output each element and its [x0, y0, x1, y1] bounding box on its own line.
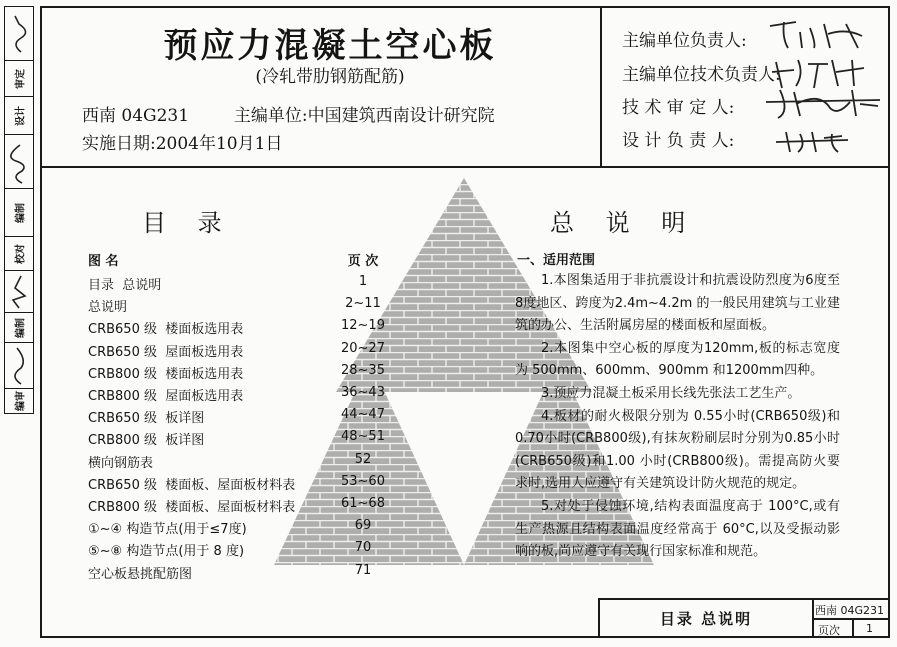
- toc-row: [88, 363, 393, 385]
- footer-page-number: 1: [866, 622, 873, 635]
- toc-row: [88, 474, 393, 496]
- toc-row: [88, 452, 393, 474]
- toc-row: [88, 540, 393, 562]
- footer-page-divider: [852, 618, 854, 638]
- header-divider: [40, 166, 890, 168]
- responsible-row: 主编单位技术负责人:: [622, 65, 781, 85]
- strip-signature-cell: [5, 7, 33, 61]
- atlas-code-line: [82, 101, 495, 126]
- toc-row-title: CRB650 级 板详图: [88, 411, 205, 427]
- toc-row: [88, 318, 393, 340]
- header-column-divider: [600, 6, 602, 166]
- toc-heading: 目 录: [142, 209, 234, 237]
- footer-sheet-title: 目录 总说明: [659, 610, 753, 628]
- strip-signature-cell: [5, 271, 33, 313]
- toc-row-title: 目录 总说明: [88, 278, 162, 293]
- effective-date: 实施日期:2004年10月1日: [82, 134, 283, 154]
- toc-row-title: 空心板悬挑配筋图: [88, 566, 193, 582]
- toc-row-title: 横向钢筋表: [88, 455, 154, 471]
- toc-row-title: CRB650 级 楼面板、屋面板材料表: [88, 477, 296, 493]
- toc-row: [88, 563, 393, 585]
- toc-header-row: [88, 250, 393, 272]
- toc-row-page: 69: [354, 518, 372, 534]
- toc-row: [88, 341, 393, 363]
- general-notes-body: [515, 270, 840, 564]
- toc-row-title: CRB800 级 楼面板、屋面板材料表: [88, 500, 296, 515]
- handwritten-signature: [772, 128, 852, 156]
- strip-cell-design: 设计: [5, 97, 33, 135]
- atlas-code: 西南 04G231: [82, 106, 190, 126]
- footer-divider: [598, 598, 890, 600]
- handwritten-signature: [8, 139, 30, 185]
- toc-row: [88, 496, 393, 518]
- toc-row-page: 61~68: [341, 496, 385, 511]
- toc-row-page: 20~27: [341, 340, 385, 356]
- footer-atlas-label: 西南 04G231: [815, 604, 885, 617]
- toc-row-page: 1: [358, 274, 368, 289]
- toc-row-page: 28~35: [341, 362, 385, 378]
- toc-row: [88, 407, 393, 429]
- toc-row-title: ⑤~⑧ 构造节点(用于 8 度): [88, 544, 245, 560]
- toc-row-page: 36~43: [341, 385, 385, 400]
- toc-row-page: 2~11: [345, 296, 381, 312]
- toc-row-page: 12~19: [341, 318, 385, 334]
- toc-row-page: 44~47: [341, 407, 385, 423]
- editor-unit: 主编单位:中国建筑西南设计研究院: [233, 106, 495, 126]
- toc-row: [88, 429, 393, 451]
- toc-row-title: CRB650 级 屋面板选用表: [88, 344, 244, 360]
- handwritten-signature: [9, 274, 29, 310]
- toc-row-title: CRB800 级 屋面板选用表: [88, 389, 244, 404]
- toc-row: [88, 385, 393, 407]
- notes-heading: 总 说 明: [550, 209, 698, 237]
- strip-cell-check: 校对: [5, 237, 33, 271]
- responsible-row: 技 术 审 定 人:: [622, 98, 735, 118]
- atlas-subtitle: (冷轧带肋钢筋配筋): [255, 67, 405, 87]
- handwritten-signature: [766, 14, 876, 54]
- toc-row: [88, 296, 393, 318]
- strip-cell-compile: 编制: [5, 189, 33, 237]
- note-paragraph: 5.对处于侵蚀环境,结构表面温度高于 100°C,或有生产热源且结构表面温度经常高于 60°C,以及受振动影响的板,尚应遵守有关现行国家标准和规范。: [515, 498, 840, 560]
- atlas-title: 预应力混凝土空心板: [163, 26, 497, 66]
- strip-signature-cell: [5, 135, 33, 189]
- note-paragraph: 1.本图集适用于非抗震设计和抗震设防烈度为6度至8度地区、跨度为2.4m~4.2m 的一般民用建筑与工业建筑的办公、生活附属房屋的楼面板和屋面板。: [515, 273, 840, 334]
- toc-column-page: 页 次: [347, 254, 379, 269]
- toc-row-title: ①~④ 构造节点(用于≤7度): [88, 522, 247, 538]
- toc-row-title: CRB800 级 楼面板选用表: [88, 366, 244, 382]
- note-paragraph: 3.预应力混凝土板采用长线先张法工艺生产。: [541, 385, 801, 401]
- toc-row-title: 总说明: [88, 300, 128, 316]
- footer-row-divider: [812, 618, 890, 620]
- note-paragraph: 2.本图集中空心板的厚度为120mm,板的标志宽度为 500mm、600mm、900mm 和1200mm四种。: [515, 340, 840, 379]
- strip-cell-edit: 编审: [15, 391, 27, 411]
- toc-row-page: 70: [354, 540, 372, 556]
- responsible-row: 主编单位负责人:: [622, 31, 747, 51]
- notes-section-title: 一、适用范围: [517, 253, 596, 268]
- toc-row-page: 48~51: [341, 429, 385, 445]
- side-signature-strip: [4, 6, 34, 414]
- responsible-row: 设 计 负 责 人:: [622, 131, 735, 151]
- toc-row-page: 52: [354, 451, 372, 467]
- toc-row-title: CRB650 级 楼面板选用表: [88, 322, 244, 338]
- toc-column-name: 图 名: [88, 254, 119, 269]
- handwritten-signature: [9, 346, 29, 386]
- strip-cell-compile-2: 编制: [5, 313, 33, 343]
- handwritten-signature: [9, 14, 29, 54]
- footer-page-label: 页次: [818, 624, 840, 637]
- toc-row-title: CRB800 级 板详图: [88, 433, 205, 449]
- toc-row: [88, 274, 393, 296]
- strip-signature-cell: [5, 343, 33, 389]
- toc-row-page: 71: [354, 562, 372, 578]
- toc-row: [88, 518, 393, 540]
- toc-row-page: 53~60: [341, 473, 385, 489]
- handwritten-signature: [760, 82, 885, 122]
- note-paragraph: 4.板材的耐火极限分别为 0.55小时(CRB650级)和0.70小时(CRB800级),有抹灰粉刷层时分别为0.85小时(CRB650级)和1.00 小时(CRB800级)。需提高防火要求时,选用人应遵守有关建筑设计防火规范的规定。: [515, 408, 840, 492]
- strip-cell-review: 审定: [5, 61, 33, 97]
